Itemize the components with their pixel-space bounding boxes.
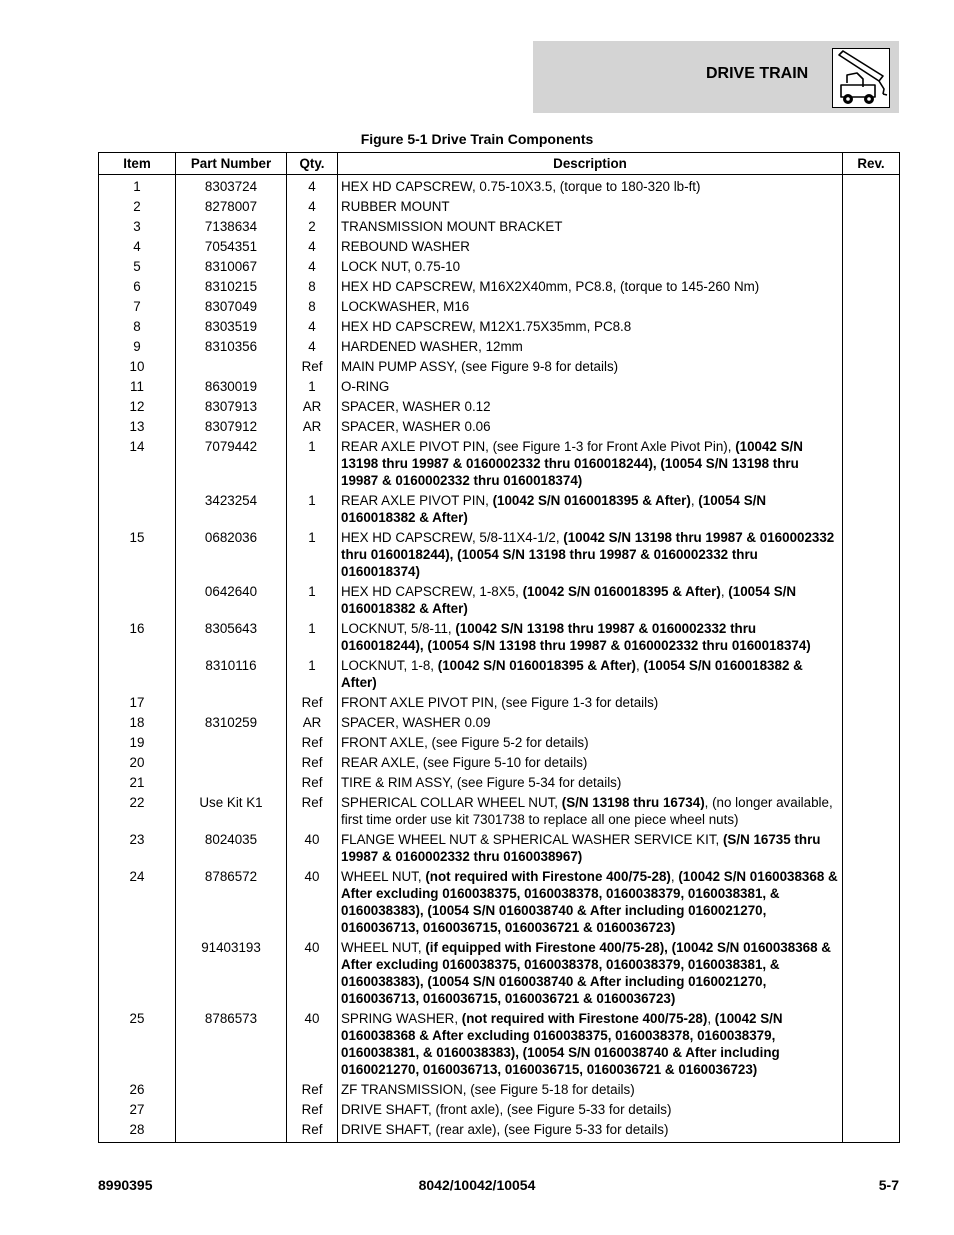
part-number-cell: 8310067 bbox=[176, 257, 287, 277]
description-text: SPRING WASHER, bbox=[341, 1011, 462, 1026]
part-number-cell: 8024035 bbox=[176, 830, 287, 867]
description-text: REBOUND WASHER bbox=[341, 239, 470, 254]
item-cell: 8 bbox=[99, 317, 176, 337]
description-bold-text: (10042 S/N 13198 thru 19987 & 0160002332 thru 0160018244), (10054 S/N 13198 thru 19987 & 0160002332 thru 0160018374) bbox=[341, 439, 803, 488]
table-row bbox=[99, 1100, 900, 1120]
description-cell bbox=[338, 337, 843, 357]
description-bold-text: (10042 S/N 13198 thru 19987 & 0160002332 thru 0160018244), (10054 S/N 13198 thru 19987 & 0160002332 thru 0160018374) bbox=[341, 621, 811, 653]
table-row bbox=[99, 397, 900, 417]
table-row bbox=[99, 357, 900, 377]
description-cell bbox=[338, 830, 843, 867]
part-number-cell: 8310116 bbox=[176, 656, 287, 693]
rev-cell bbox=[843, 337, 900, 357]
qty-cell: Ref bbox=[287, 1080, 338, 1100]
description-cell bbox=[338, 417, 843, 437]
part-number-cell: 8307049 bbox=[176, 297, 287, 317]
item-cell: 13 bbox=[99, 417, 176, 437]
table-row bbox=[99, 297, 900, 317]
description-text: SPACER, WASHER 0.12 bbox=[341, 399, 491, 414]
table-row bbox=[99, 656, 900, 693]
table-row bbox=[99, 437, 900, 491]
table-row bbox=[99, 867, 900, 938]
rev-cell bbox=[843, 377, 900, 397]
rev-cell bbox=[843, 437, 900, 491]
qty-cell: 8 bbox=[287, 277, 338, 297]
part-number-cell: 8307913 bbox=[176, 397, 287, 417]
qty-cell: 2 bbox=[287, 217, 338, 237]
description-cell bbox=[338, 753, 843, 773]
description-text: HEX HD CAPSCREW, 0.75-10X3.5, (torque to 180-320 lb-ft) bbox=[341, 179, 701, 194]
description-text: HEX HD CAPSCREW, 5/8-11X4-1/2, bbox=[341, 530, 564, 545]
part-number-cell: 8307912 bbox=[176, 417, 287, 437]
rev-cell bbox=[843, 277, 900, 297]
rev-cell bbox=[843, 830, 900, 867]
qty-cell: AR bbox=[287, 713, 338, 733]
description-text: LOCKNUT, 5/8-11, bbox=[341, 621, 456, 636]
description-text: , bbox=[690, 493, 699, 508]
item-cell: 11 bbox=[99, 377, 176, 397]
description-text: , bbox=[670, 869, 679, 884]
rev-cell bbox=[843, 217, 900, 237]
description-text: DRIVE SHAFT, (rear axle), (see Figure 5-33 for details) bbox=[341, 1122, 669, 1137]
parts-table-body bbox=[99, 175, 900, 1143]
description-text: FRONT AXLE PIVOT PIN, (see Figure 1-3 for details) bbox=[341, 695, 659, 710]
qty-cell: 4 bbox=[287, 317, 338, 337]
table-row bbox=[99, 317, 900, 337]
item-cell: 6 bbox=[99, 277, 176, 297]
item-cell: 12 bbox=[99, 397, 176, 417]
telehandler-icon bbox=[832, 48, 890, 108]
part-number-cell bbox=[176, 357, 287, 377]
description-cell bbox=[338, 437, 843, 491]
item-cell: 2 bbox=[99, 197, 176, 217]
description-text: RUBBER MOUNT bbox=[341, 199, 450, 214]
table-row bbox=[99, 491, 900, 528]
description-cell bbox=[338, 1080, 843, 1100]
column-header-item: Item bbox=[99, 153, 176, 175]
qty-cell: 40 bbox=[287, 830, 338, 867]
description-cell bbox=[338, 197, 843, 217]
description-cell bbox=[338, 377, 843, 397]
qty-cell: AR bbox=[287, 397, 338, 417]
item-cell: 21 bbox=[99, 773, 176, 793]
qty-cell: Ref bbox=[287, 753, 338, 773]
description-cell bbox=[338, 713, 843, 733]
item-cell: 22 bbox=[99, 793, 176, 830]
qty-cell: 1 bbox=[287, 656, 338, 693]
description-bold-text: (10054 S/N 0160018382 & After) bbox=[341, 584, 797, 616]
qty-cell: 8 bbox=[287, 297, 338, 317]
rev-cell bbox=[843, 753, 900, 773]
description-text: LOCKWASHER, M16 bbox=[341, 299, 470, 314]
description-cell bbox=[338, 733, 843, 753]
rev-cell bbox=[843, 1120, 900, 1143]
rev-cell bbox=[843, 1009, 900, 1080]
description-text: SPACER, WASHER 0.09 bbox=[341, 715, 491, 730]
rev-cell bbox=[843, 793, 900, 830]
description-cell bbox=[338, 491, 843, 528]
item-cell bbox=[99, 938, 176, 1009]
description-text: , bbox=[707, 1011, 715, 1026]
table-row bbox=[99, 1009, 900, 1080]
description-bold-text: (10042 S/N 0160018395 & After) bbox=[492, 493, 691, 508]
description-text: LOCK NUT, 0.75-10 bbox=[341, 259, 461, 274]
part-number-cell bbox=[176, 1100, 287, 1120]
description-text: REAR AXLE PIVOT PIN, (see Figure 1-3 for Front Axle Pivot Pin), bbox=[341, 439, 736, 454]
table-row bbox=[99, 693, 900, 713]
table-row bbox=[99, 830, 900, 867]
description-text: REAR AXLE, (see Figure 5-10 for details) bbox=[341, 755, 588, 770]
description-text: ZF TRANSMISSION, (see Figure 5-18 for details) bbox=[341, 1082, 635, 1097]
description-cell bbox=[338, 317, 843, 337]
parts-table bbox=[98, 152, 900, 1143]
part-number-cell bbox=[176, 1120, 287, 1143]
description-cell bbox=[338, 938, 843, 1009]
description-bold-text: (10042 S/N 13198 thru 19987 & 0160002332 thru 0160018244), (10054 S/N 13198 thru 19987 & 0160002332 thru 0160018374) bbox=[341, 530, 835, 579]
part-number-cell bbox=[176, 1080, 287, 1100]
description-text: HEX HD CAPSCREW, M12X1.75X35mm, PC8.8 bbox=[341, 319, 632, 334]
item-cell: 7 bbox=[99, 297, 176, 317]
description-text: TIRE & RIM ASSY, (see Figure 5-34 for details) bbox=[341, 775, 622, 790]
table-row bbox=[99, 793, 900, 830]
figure-title: Figure 5-1 Drive Train Components bbox=[360, 131, 594, 147]
item-cell: 1 bbox=[99, 175, 176, 197]
qty-cell: 4 bbox=[287, 337, 338, 357]
footer-document-number: 8990395 bbox=[98, 1177, 153, 1193]
footer-model-numbers: 8042/10042/10054 bbox=[418, 1177, 536, 1193]
table-row bbox=[99, 257, 900, 277]
rev-cell bbox=[843, 397, 900, 417]
description-cell bbox=[338, 237, 843, 257]
qty-cell: 1 bbox=[287, 582, 338, 619]
rev-cell bbox=[843, 619, 900, 656]
description-cell bbox=[338, 357, 843, 377]
description-text: SPACER, WASHER 0.06 bbox=[341, 419, 491, 434]
description-cell bbox=[338, 773, 843, 793]
item-cell: 9 bbox=[99, 337, 176, 357]
qty-cell: 40 bbox=[287, 938, 338, 1009]
description-cell bbox=[338, 582, 843, 619]
qty-cell: 4 bbox=[287, 175, 338, 197]
table-row bbox=[99, 713, 900, 733]
description-text: TRANSMISSION MOUNT BRACKET bbox=[341, 219, 563, 234]
item-cell: 5 bbox=[99, 257, 176, 277]
qty-cell: Ref bbox=[287, 1100, 338, 1120]
description-text: , (no longer available, first time order use kit 7301738 to replace all one piece wheel nuts) bbox=[341, 795, 833, 827]
part-number-cell: 8310259 bbox=[176, 713, 287, 733]
part-number-cell bbox=[176, 733, 287, 753]
part-number-cell: 8303724 bbox=[176, 175, 287, 197]
description-text: FLANGE WHEEL NUT & SPHERICAL WASHER SERVICE KIT, bbox=[341, 832, 723, 847]
column-header-description: Description bbox=[338, 153, 843, 175]
part-number-cell: 0642640 bbox=[176, 582, 287, 619]
description-text: WHEEL NUT, bbox=[341, 940, 426, 955]
item-cell: 10 bbox=[99, 357, 176, 377]
rev-cell bbox=[843, 237, 900, 257]
part-number-cell bbox=[176, 753, 287, 773]
item-cell: 17 bbox=[99, 693, 176, 713]
description-bold-text: (not required with Firestone 400/75-28) bbox=[425, 869, 671, 884]
part-number-cell bbox=[176, 693, 287, 713]
description-text: SPHERICAL COLLAR WHEEL NUT, bbox=[341, 795, 562, 810]
description-bold-text: (10054 S/N 0160018382 & After) bbox=[341, 493, 767, 525]
qty-cell: Ref bbox=[287, 793, 338, 830]
qty-cell: 4 bbox=[287, 257, 338, 277]
item-cell: 14 bbox=[99, 437, 176, 491]
description-cell bbox=[338, 693, 843, 713]
description-cell bbox=[338, 1120, 843, 1143]
description-bold-text: (10042 S/N 0160018395 & After) bbox=[437, 658, 637, 673]
item-cell: 26 bbox=[99, 1080, 176, 1100]
table-row bbox=[99, 237, 900, 257]
rev-cell bbox=[843, 693, 900, 713]
part-number-cell: 8278007 bbox=[176, 197, 287, 217]
part-number-cell: 0682036 bbox=[176, 528, 287, 582]
description-cell bbox=[338, 297, 843, 317]
description-text: , bbox=[720, 584, 729, 599]
table-row bbox=[99, 753, 900, 773]
part-number-cell: 91403193 bbox=[176, 938, 287, 1009]
description-bold-text: (10042 S/N 0160018395 & After) bbox=[522, 584, 721, 599]
description-bold-text: (if equipped with Firestone 400/75-28), (10042 S/N 0160038368 & After excluding 0160038375, 0160038378, 0160038379, 0160038381, & 0160038383), (10054 S/N 0160038740 & After including 0160021270, 0160036713, 0160036715, 0160036721 & 0160036723) bbox=[341, 940, 831, 1006]
description-text: WHEEL NUT, bbox=[341, 869, 426, 884]
description-text: DRIVE SHAFT, (front axle), (see Figure 5-33 for details) bbox=[341, 1102, 672, 1117]
qty-cell: AR bbox=[287, 417, 338, 437]
rev-cell bbox=[843, 938, 900, 1009]
table-row bbox=[99, 217, 900, 237]
part-number-cell: 7079442 bbox=[176, 437, 287, 491]
qty-cell: 1 bbox=[287, 437, 338, 491]
table-row bbox=[99, 197, 900, 217]
table-row bbox=[99, 619, 900, 656]
qty-cell: 1 bbox=[287, 491, 338, 528]
table-row bbox=[99, 337, 900, 357]
description-cell bbox=[338, 528, 843, 582]
rev-cell bbox=[843, 257, 900, 277]
description-text: MAIN PUMP ASSY, (see Figure 9-8 for details) bbox=[341, 359, 619, 374]
rev-cell bbox=[843, 175, 900, 197]
table-row bbox=[99, 377, 900, 397]
rev-cell bbox=[843, 713, 900, 733]
description-text: HARDENED WASHER, 12mm bbox=[341, 339, 523, 354]
item-cell bbox=[99, 491, 176, 528]
part-number-cell: 8630019 bbox=[176, 377, 287, 397]
table-header-row bbox=[99, 153, 900, 175]
rev-cell bbox=[843, 582, 900, 619]
description-cell bbox=[338, 217, 843, 237]
description-bold-text: (S/N 16735 thru 19987 & 0160002332 thru 0160038967) bbox=[341, 832, 821, 864]
qty-cell: 1 bbox=[287, 528, 338, 582]
column-header-rev: Rev. bbox=[843, 153, 900, 175]
rev-cell bbox=[843, 773, 900, 793]
qty-cell: 40 bbox=[287, 867, 338, 938]
rev-cell bbox=[843, 867, 900, 938]
description-cell bbox=[338, 656, 843, 693]
rev-cell bbox=[843, 297, 900, 317]
part-number-cell: 8305643 bbox=[176, 619, 287, 656]
qty-cell: 1 bbox=[287, 377, 338, 397]
rev-cell bbox=[843, 733, 900, 753]
description-bold-text: (10042 S/N 0160038368 & After excluding 0160038375, 0160038378, 0160038379, 0160038381, & 0160038383), (10054 S/N 0160038740 & After including 0160021270, 0160036713, 0160036715, 0160036721 & 0160036723) bbox=[341, 869, 838, 935]
part-number-cell: 7054351 bbox=[176, 237, 287, 257]
item-cell: 18 bbox=[99, 713, 176, 733]
description-cell bbox=[338, 867, 843, 938]
part-number-cell: 3423254 bbox=[176, 491, 287, 528]
table-row bbox=[99, 1080, 900, 1100]
description-cell bbox=[338, 277, 843, 297]
qty-cell: Ref bbox=[287, 773, 338, 793]
description-cell bbox=[338, 175, 843, 197]
description-cell bbox=[338, 793, 843, 830]
table-row bbox=[99, 417, 900, 437]
qty-cell: Ref bbox=[287, 357, 338, 377]
rev-cell bbox=[843, 417, 900, 437]
item-cell: 28 bbox=[99, 1120, 176, 1143]
description-bold-text: (not required with Firestone 400/75-28) bbox=[461, 1011, 708, 1026]
section-title: DRIVE TRAIN bbox=[706, 65, 809, 82]
description-text: HEX HD CAPSCREW, 1-8X5, bbox=[341, 584, 523, 599]
rev-cell bbox=[843, 1100, 900, 1120]
rev-cell bbox=[843, 491, 900, 528]
item-cell: 16 bbox=[99, 619, 176, 656]
item-cell: 25 bbox=[99, 1009, 176, 1080]
rev-cell bbox=[843, 197, 900, 217]
description-cell bbox=[338, 1009, 843, 1080]
part-number-cell: Use Kit K1 bbox=[176, 793, 287, 830]
item-cell: 15 bbox=[99, 528, 176, 582]
column-header-qty: Qty. bbox=[287, 153, 338, 175]
description-cell bbox=[338, 619, 843, 656]
rev-cell bbox=[843, 1080, 900, 1100]
section-header bbox=[533, 41, 899, 113]
table-row bbox=[99, 528, 900, 582]
description-text: LOCKNUT, 1-8, bbox=[341, 658, 438, 673]
qty-cell: Ref bbox=[287, 1120, 338, 1143]
table-row bbox=[99, 175, 900, 197]
part-number-cell bbox=[176, 773, 287, 793]
description-text: FRONT AXLE, (see Figure 5-2 for details) bbox=[341, 735, 589, 750]
qty-cell: 40 bbox=[287, 1009, 338, 1080]
description-bold-text: (S/N 13198 thru 16734) bbox=[561, 795, 705, 810]
item-cell bbox=[99, 582, 176, 619]
item-cell: 19 bbox=[99, 733, 176, 753]
item-cell: 4 bbox=[99, 237, 176, 257]
item-cell: 3 bbox=[99, 217, 176, 237]
description-cell bbox=[338, 257, 843, 277]
part-number-cell: 8786572 bbox=[176, 867, 287, 938]
part-number-cell: 8303519 bbox=[176, 317, 287, 337]
table-row bbox=[99, 1120, 900, 1143]
part-number-cell: 8310215 bbox=[176, 277, 287, 297]
item-cell: 27 bbox=[99, 1100, 176, 1120]
qty-cell: 1 bbox=[287, 619, 338, 656]
item-cell bbox=[99, 656, 176, 693]
part-number-cell: 8786573 bbox=[176, 1009, 287, 1080]
column-header-part-number: Part Number bbox=[176, 153, 287, 175]
description-text: , bbox=[636, 658, 644, 673]
description-text: REAR AXLE PIVOT PIN, bbox=[341, 493, 493, 508]
qty-cell: Ref bbox=[287, 693, 338, 713]
table-row bbox=[99, 773, 900, 793]
rev-cell bbox=[843, 357, 900, 377]
item-cell: 20 bbox=[99, 753, 176, 773]
item-cell: 24 bbox=[99, 867, 176, 938]
table-row bbox=[99, 938, 900, 1009]
item-cell: 23 bbox=[99, 830, 176, 867]
description-text: HEX HD CAPSCREW, M16X2X40mm, PC8.8, (torque to 145-260 Nm) bbox=[341, 279, 760, 294]
table-row bbox=[99, 733, 900, 753]
rev-cell bbox=[843, 528, 900, 582]
qty-cell: 4 bbox=[287, 197, 338, 217]
rev-cell bbox=[843, 656, 900, 693]
description-bold-text: (10054 S/N 0160018382 & After) bbox=[341, 658, 803, 690]
qty-cell: Ref bbox=[287, 733, 338, 753]
table-row bbox=[99, 277, 900, 297]
description-cell bbox=[338, 397, 843, 417]
qty-cell: 4 bbox=[287, 237, 338, 257]
rev-cell bbox=[843, 317, 900, 337]
description-text: O-RING bbox=[341, 379, 390, 394]
table-row bbox=[99, 582, 900, 619]
footer-page-number: 5-7 bbox=[878, 1177, 899, 1193]
description-bold-text: (10042 S/N 0160038368 & After excluding 0160038375, 0160038378, 0160038379, 0160038381, & 0160038383), (10054 S/N 0160038740 & After including 0160021270, 0160036713, 0160036715, 0160036721 & 0160036723) bbox=[341, 1011, 783, 1077]
part-number-cell: 8310356 bbox=[176, 337, 287, 357]
part-number-cell: 7138634 bbox=[176, 217, 287, 237]
description-cell bbox=[338, 1100, 843, 1120]
